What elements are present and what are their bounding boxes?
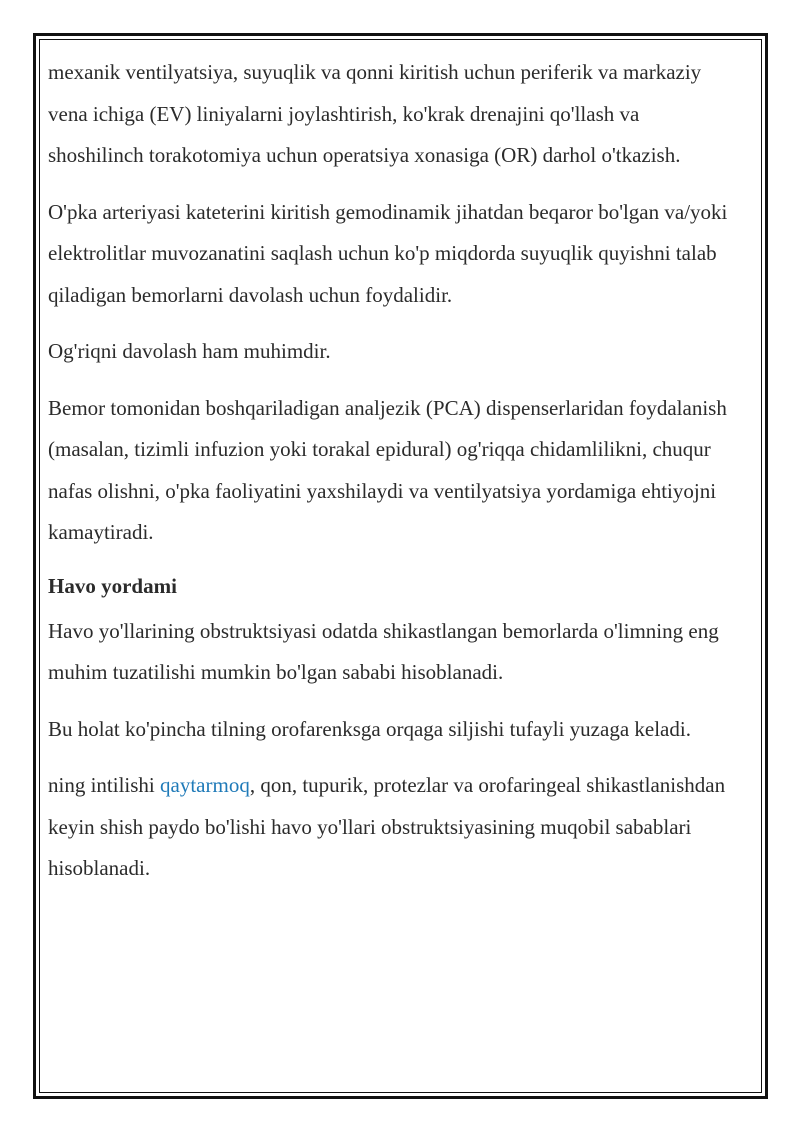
document-body (48, 52, 738, 905)
section-heading: Havo yordami (48, 573, 177, 598)
paragraph-5: Havo yo'llarining obstruktsiyasi odatda shikastlangan bemorlarda o'limning eng muhim tuzatilishi mumkin bo'lgan sababi hisoblanadi. (48, 618, 719, 684)
paragraph-3: Og'riqni davolash ham muhimdir. (48, 339, 331, 363)
paragraph-6: Bu holat ko'pincha tilning orofarenksga orqaga siljishi tufayli yuzaga keladi. (48, 716, 691, 741)
paragraph-4: Bemor tomonidan boshqariladigan analjezik (PCA) dispenserlaridan foydalanish (masalan, tizimli infuzion yoki torakal epidural) og'riqqa chidamlilikni, chuqur nafas olishni, o'pka faoliyatini yaxshilaydi va ventilyatsiya yordamiga ehtiyojni kamaytiradi. (48, 395, 727, 544)
paragraph-7 (48, 765, 738, 890)
qaytarmoq-link[interactable]: qaytarmoq (160, 773, 250, 797)
paragraph-2: O'pka arteriyasi kateterini kiritish gemodinamik jihatdan beqaror bo'lgan va/yoki elektrolitlar muvozanatini saqlash uchun ko'p miqdorda suyuqlik quyishni talab qiladigan bemorlarni davolash uchun foydalidir. (48, 199, 728, 307)
paragraph-1: mexanik ventilyatsiya, suyuqlik va qonni kiritish uchun periferik va markaziy vena ichiga (EV) liniyalarni joylashtirish, ko'krak drenajini qo'llash va shoshilinch torakotomiya uchun operatsiya xonasiga (OR) darhol o'tkazish. (48, 60, 702, 167)
paragraph-7-start: ning intilishi (48, 773, 161, 797)
paragraph-7-end: , qon, tupurik, protezlar va orofaringeal shikastlanishdan keyin shish paydo bo'lishi havo yo'llari obstruktsiyasining muqobil sabablari hisoblanadi. (48, 773, 726, 880)
